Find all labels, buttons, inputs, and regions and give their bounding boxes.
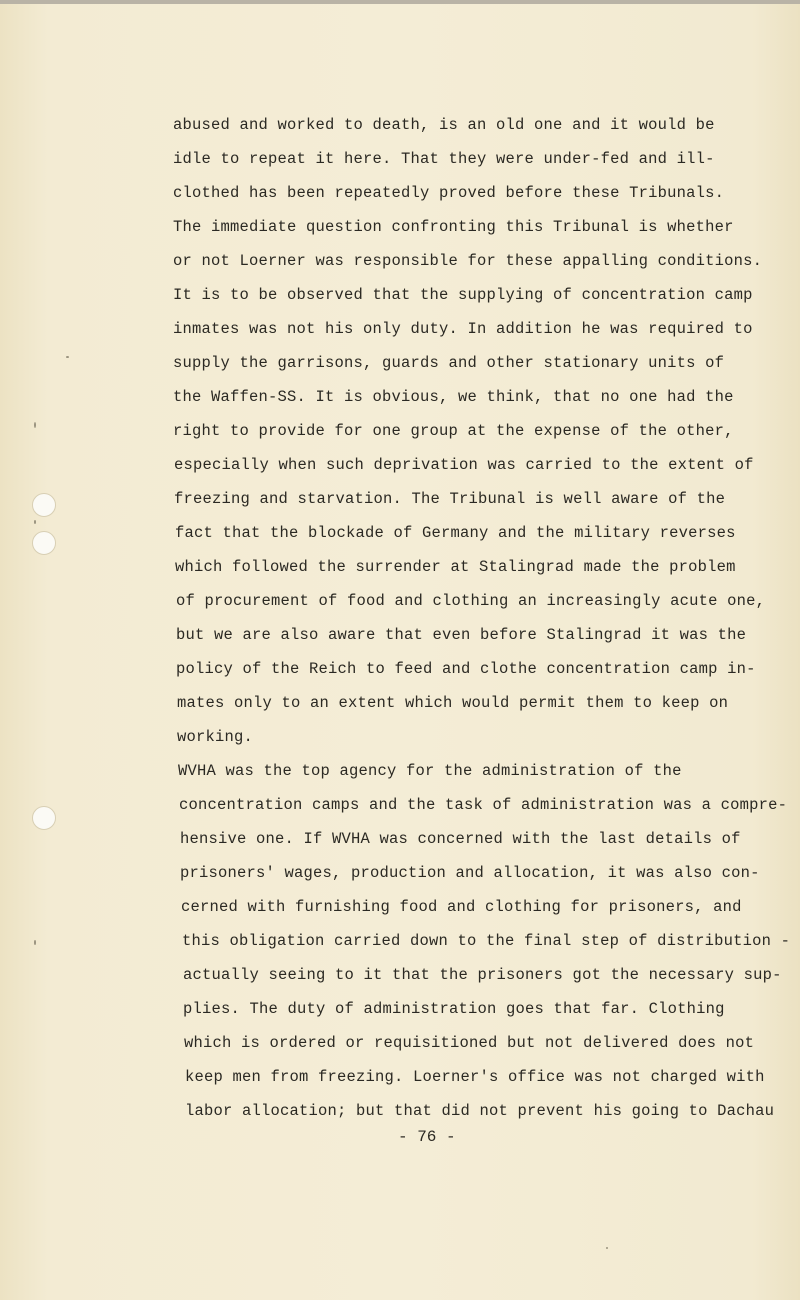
text-line: supply the garrisons, guards and other stationary units of (173, 354, 725, 372)
text-line: keep men from freezing. Loerner's office was not charged with (185, 1068, 765, 1086)
text-line: especially when such deprivation was carried to the extent of (174, 456, 754, 474)
text-line: which is ordered or requisitioned but not delivered does not (184, 1034, 755, 1052)
paper-speck (606, 1247, 608, 1249)
text-line: but we are also aware that even before Stalingrad it was the (176, 626, 747, 644)
text-line: working. (177, 728, 254, 746)
page-number: - 76 - (398, 1128, 456, 1146)
text-line: fact that the blockade of Germany and the military reverses (175, 524, 736, 542)
text-line: idle to repeat it here. That they were under-fed and ill- (173, 150, 715, 168)
text-line: the Waffen-SS. It is obvious, we think, that no one had the (173, 388, 734, 406)
text-line: right to provide for one group at the expense of the other, (173, 422, 734, 440)
text-line: cerned with furnishing food and clothing for prisoners, and (181, 898, 742, 916)
text-line: prisoners' wages, production and allocation, it was also con- (180, 864, 760, 882)
text-line: labor allocation; but that did not prevent his going to Dachau (185, 1102, 775, 1120)
text-line: WVHA was the top agency for the administration of the (178, 762, 682, 780)
punch-hole (32, 531, 56, 555)
text-line: which followed the surrender at Stalingrad made the problem (175, 558, 736, 576)
text-line: policy of the Reich to feed and clothe concentration camp in- (176, 660, 756, 678)
paper-speck (34, 940, 36, 945)
punch-hole (32, 806, 56, 830)
text-line: hensive one. If WVHA was concerned with the last details of (180, 830, 741, 848)
text-line: clothed has been repeatedly proved before these Tribunals. (173, 184, 725, 202)
page-top-edge (0, 0, 800, 4)
paper-speck (34, 422, 36, 428)
punch-hole (32, 493, 56, 517)
text-line: It is to be observed that the supplying of concentration camp (173, 286, 753, 304)
text-line: plies. The duty of administration goes that far. Clothing (183, 1000, 725, 1018)
text-line: freezing and starvation. The Tribunal is well aware of the (174, 490, 726, 508)
text-line: actually seeing to it that the prisoners got the necessary sup- (183, 966, 782, 984)
text-line: inmates was not his only duty. In addition he was required to (173, 320, 753, 338)
text-line: The immediate question confronting this Tribunal is whether (173, 218, 734, 236)
text-line: abused and worked to death, is an old one and it would be (173, 116, 715, 134)
text-line: of procurement of food and clothing an increasingly acute one, (176, 592, 766, 610)
text-line: mates only to an extent which would permit them to keep on (177, 694, 729, 712)
paper-speck (34, 520, 36, 524)
paper-speck (66, 356, 69, 358)
text-line: or not Loerner was responsible for these appalling conditions. (173, 252, 763, 270)
text-line: this obligation carried down to the final step of distribution - (182, 932, 791, 950)
text-line: concentration camps and the task of administration was a compre- (179, 796, 788, 814)
